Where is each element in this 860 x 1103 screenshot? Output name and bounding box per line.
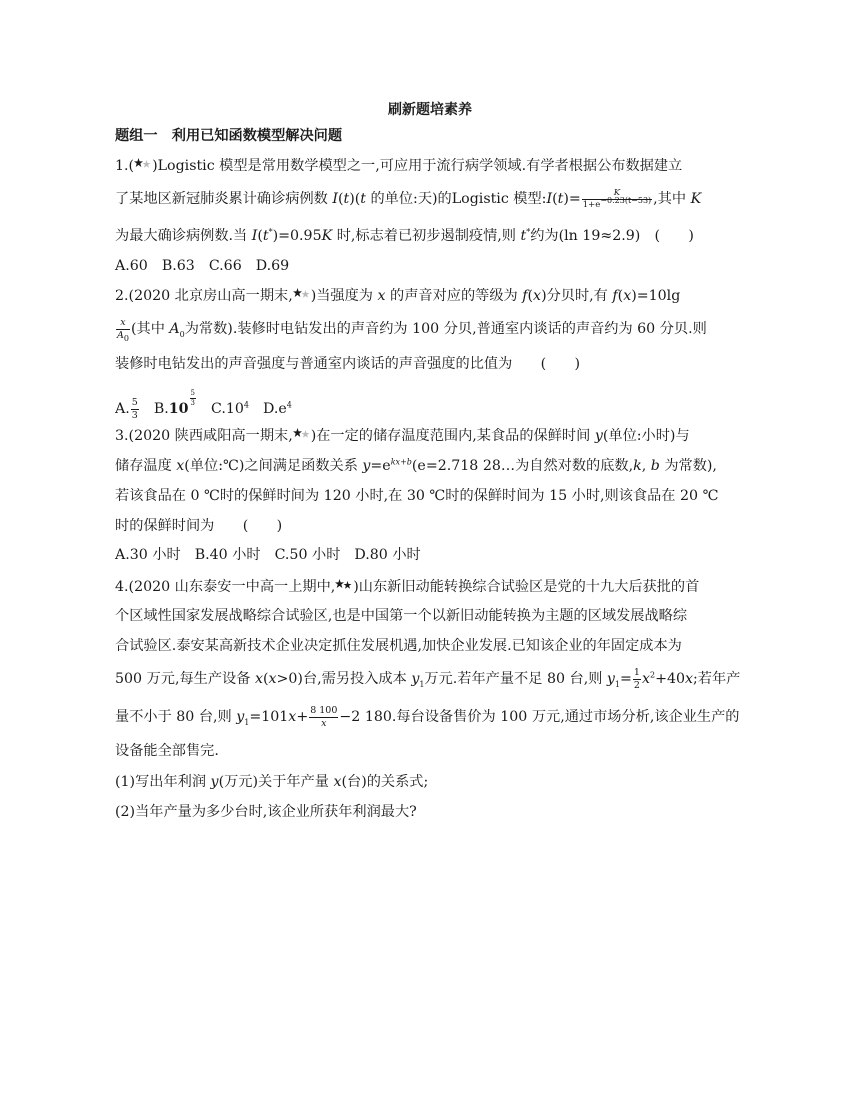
q3-options <box>115 545 435 565</box>
q2-line-3: 装修时电钻发出的声音强度与普通室内谈话的声音强度的比值为 ( ) <box>115 356 581 372</box>
cost-fraction: $\frac{8 100}{x}$ <box>310 705 338 729</box>
q4-line-3: 合试验区.泰安某高新技术企业决定抓住发展机遇,加快企业发展.已知该企业的年固定成本为 <box>115 638 682 654</box>
q2-line-1: 2.(2020 北京房山高一期末, )当强度为 x 的声音对应的等级为 f(x)分贝时,有 f(x)=10lg <box>115 288 681 304</box>
q2-option-a: A. $\frac{5}{3}$ <box>115 397 138 421</box>
q3-line-2: 储存温度 x(单位:℃)之间满足函数关系 $y=e^{kx+b}(e=2.718$ 28…为自然对数的底数,k, b 为常数), <box>115 457 717 474</box>
q3-option-b: B.40 小时 <box>194 547 261 563</box>
q1-option-d: D.69 <box>255 258 290 274</box>
q3-option-c: C.50 小时 <box>274 547 341 563</box>
difficulty-stars-icon <box>335 578 353 592</box>
q3-line-1: 3.(2020 陕西咸阳高一期末, )在一定的储存温度范围内,某食品的保鲜时间 y(单位:小时)与 <box>115 428 690 444</box>
q2-option-b: B.10 $\frac{5}{3}$ <box>153 389 195 417</box>
difficulty-stars-icon <box>293 287 311 301</box>
q2-option-d: $D.e^4$ <box>262 400 292 417</box>
q4-part-1: (1)写出年利润 y(万元)关于年产量 x(台)的关系式; <box>115 774 429 790</box>
q1-option-a: A.60 <box>115 258 148 274</box>
group-heading: 题组一 利用已知函数模型解决问题 <box>115 128 343 144</box>
half-fraction: $\frac{1}{2}$ <box>633 667 640 691</box>
q1-line-2: 了某地区新冠肺炎累计确诊病例数 I(t)(t 的单位:天)的Logistic 模型:I(t)= $\frac{K}{1+e^{-0.23(t-53)}}$ ,其中 K <box>115 188 702 210</box>
logistic-fraction: $\frac{K}{1+e^{-0.23(t-53)}}$ <box>582 188 652 210</box>
q4-line-1: 4.(2020 山东泰安一中高一上期中, )山东新旧动能转换综合试验区是党的十九大后获批的首 <box>115 579 700 595</box>
q1-line-3: 为最大确诊病例数.当 I(t*)=0.95K 时,标志着已初步遏制疫情,则 t*约为(ln 19≈2.9) ( ) <box>115 227 694 244</box>
q1-options <box>115 256 303 276</box>
q4-line-2: 个区域性国家发展战略综合试验区,也是中国第一个以新旧动能转换为主题的区域发展战略综 <box>115 608 688 624</box>
q3-option-d: D.80 小时 <box>354 547 421 563</box>
q4-line-4: 500 万元,每生产设备 x(x>0)台,需另投入成本 $y_1$万元.若年产量不足 80 台,则 $y_1=$ $\frac{1}{2}$ $x^2+40x$;若年产 <box>115 667 741 691</box>
q4-line-5: 量不小于 80 台,则 $y_1=101x+$ $\frac{8 100}{x}$ −2 180.每台设备售价为 100 万元,通过市场分析,该企业生产的 <box>115 705 740 729</box>
difficulty-stars-icon <box>134 157 152 171</box>
q2-line-2: $\frac{x}{A_0}$ (其中 $A_0$为常数).装修时电钻发出的声音约为 100 分贝,普通室内谈话的声音约为 60 分贝.则 <box>117 317 707 343</box>
q3-line-3: 若该食品在 0 ℃时的保鲜时间为 120 小时,在 30 ℃时的保鲜时间为 15 小时,则该食品在 20 ℃ <box>115 488 719 504</box>
difficulty-stars-icon <box>293 427 311 441</box>
page-title: 刷新题培素养 <box>388 102 472 118</box>
q3-line-4: 时的保鲜时间为 ( ) <box>115 518 283 534</box>
q3-option-a: A.30 小时 <box>115 547 181 563</box>
q4-part-2: (2)当年产量为多少台时,该企业所获年利润最大? <box>115 804 417 820</box>
q1-option-b: B.63 <box>161 258 195 274</box>
q2-options <box>115 390 306 420</box>
ratio-fraction: $\frac{x}{A_0}$ <box>117 317 129 343</box>
q1-line-1: 1.( )Logistic 模型是常用数学模型之一,可应用于流行病学领域.有学者根据公布数据建立 <box>115 158 683 174</box>
q2-option-c: $C.10^4$ <box>210 400 249 417</box>
q1-option-c: C.66 <box>208 258 242 274</box>
q4-line-6: 设备能全部售完. <box>115 743 219 759</box>
